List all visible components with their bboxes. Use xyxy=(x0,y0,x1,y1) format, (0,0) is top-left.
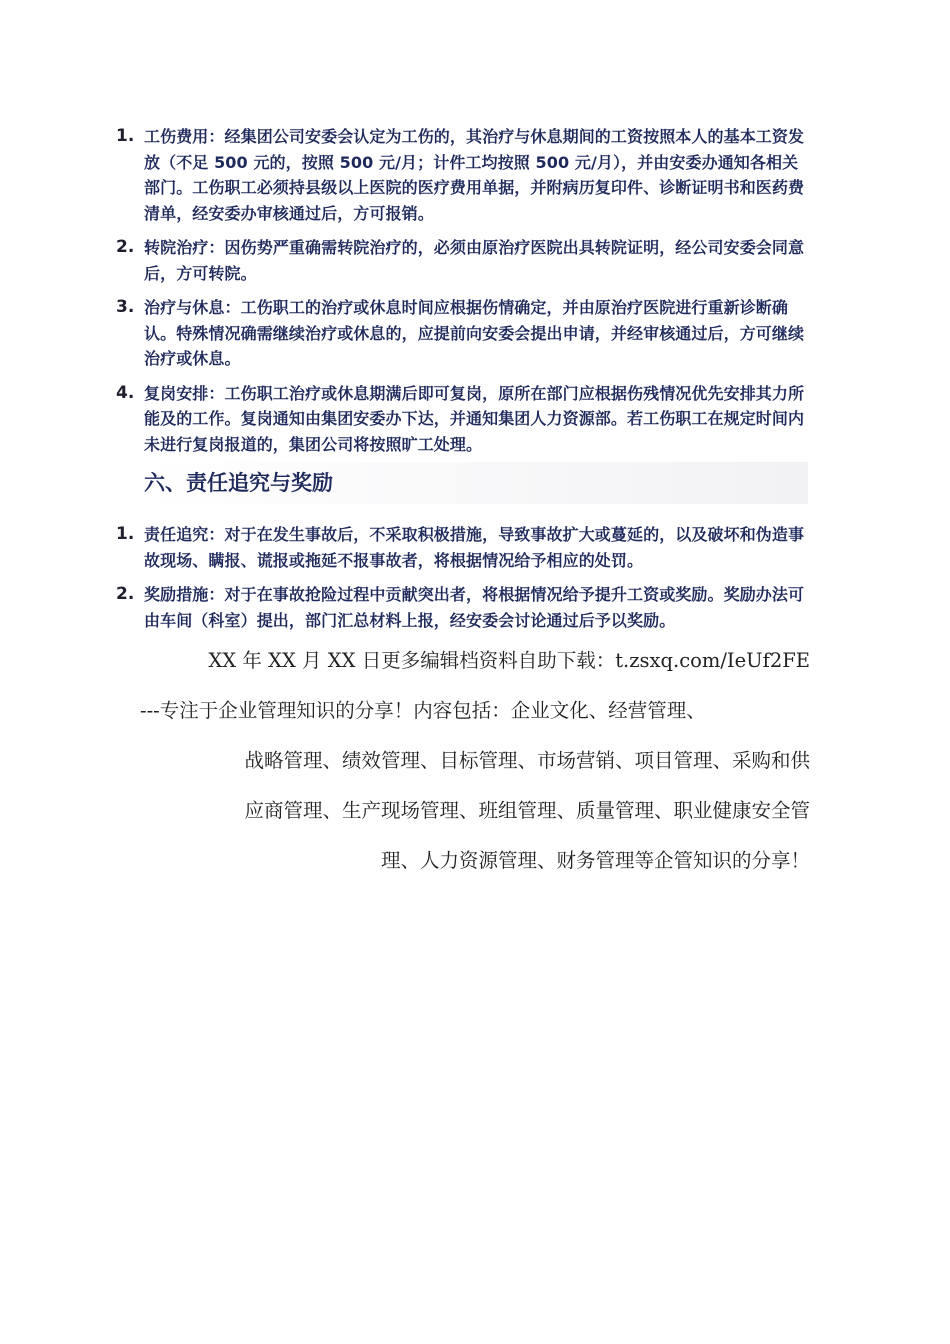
list-item xyxy=(112,295,812,372)
item-number: 1. xyxy=(116,126,135,146)
item-number: 2. xyxy=(116,237,135,257)
footer-line: ---专注于企业管理知识的分享！内容包括：企业文化、经营管理、 xyxy=(140,699,706,722)
footer-line: 应商管理、生产现场管理、班组管理、质量管理、职业健康安全管 xyxy=(244,799,810,822)
section6-heading: 六、责任追究与奖励 xyxy=(140,462,808,504)
list-item xyxy=(112,582,812,633)
section6-list xyxy=(112,522,812,642)
footer-line: 战略管理、绩效管理、目标管理、市场营销、项目管理、采购和供 xyxy=(244,749,810,772)
item-number: 4. xyxy=(116,382,135,403)
list-item xyxy=(112,124,812,226)
item-text: 责任追究：对于在发生事故后，不采取积极措施，导致事故扩大或蔓延的，以及破坏和伪造事故现场、瞒报、谎报或拖延不报事故者，将根据情况给予相应的处罚。 xyxy=(144,525,805,570)
section5-list xyxy=(112,124,812,466)
item-number: 2. xyxy=(116,584,135,604)
item-number: 1. xyxy=(116,524,135,544)
item-text: 转院治疗：因伤势严重确需转院治疗的，必须由原治疗医院出具转院证明，经公司安委会同意后，方可转院。 xyxy=(144,238,805,283)
item-number: 3. xyxy=(116,297,135,317)
list-item xyxy=(112,522,812,573)
item-text: 治疗与休息：工伤职工的治疗或休息时间应根据伤情确定，并由原治疗医院进行重新诊断确认。特殊情况确需继续治疗或休息的，应提前向安委会提出申请，并经审核通过后，方可继续治疗或休息。 xyxy=(144,298,805,368)
footer-line: 理、人力资源管理、财务管理等企管知识的分享！ xyxy=(380,849,810,872)
list-item xyxy=(112,381,812,458)
footer-download-line: XX 年 XX 月 XX 日更多编辑档资料自助下载：t.zsxq.com/IeUf2FE xyxy=(208,649,810,672)
item-text: 工伤费用：经集团公司安委会认定为工伤的，其治疗与休息期间的工资按照本人的基本工资发放（不足 500 元的，按照 500 元/月；计件工均按照 500 元/月），并由安委办通知各相关部门。工伤职工必须持县级以上医院的医疗费用单据，并附病历复印件、诊断证明书和医药费清单，经安委办审核通过后，方可报销。 xyxy=(144,127,805,223)
footer-note xyxy=(140,636,810,886)
item-text: 奖励措施：对于在事故抢险过程中贡献突出者，将根据情况给予提升工资或奖励。奖励办法可由车间（科室）提出，部门汇总材料上报，经安委会讨论通过后予以奖励。 xyxy=(144,585,805,630)
list-item xyxy=(112,235,812,286)
item-text: 复岗安排：工伤职工治疗或休息期满后即可复岗，原所在部门应根据伤残情况优先安排其力所能及的工作。复岗通知由集团安委办下达，并通知集团人力资源部。若工伤职工在规定时间内未进行复岗报道的，集团公司将按照旷工处理。 xyxy=(144,383,805,454)
